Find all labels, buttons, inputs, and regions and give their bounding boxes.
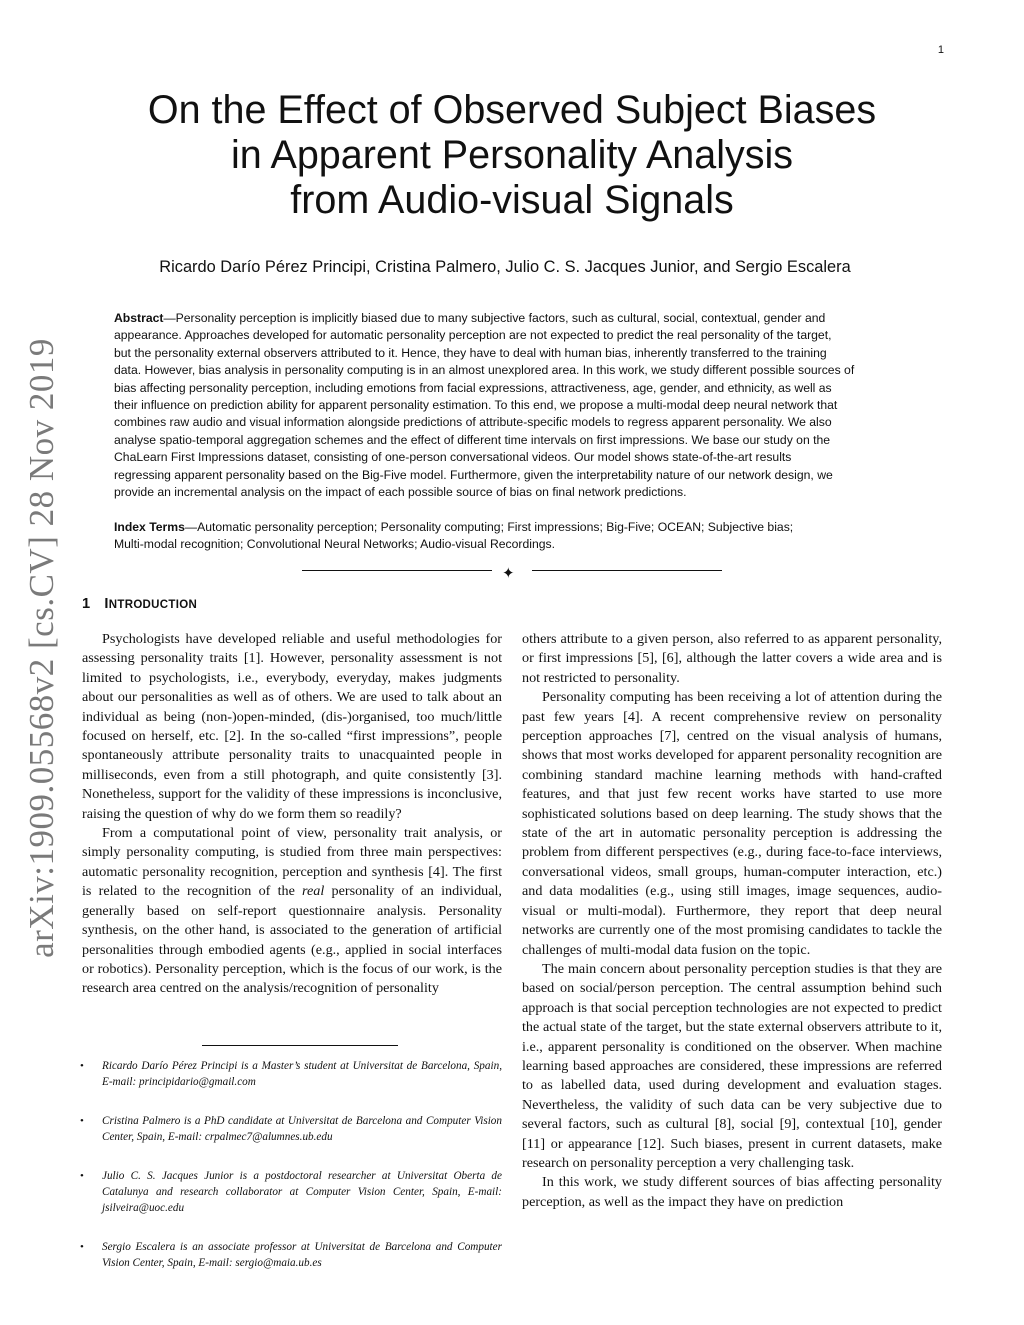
author-list: Ricardo Darío Pérez Principi, Cristina Palmero, Julio C. S. Jacques Junior, and Sergio Escalera <box>159 258 851 276</box>
abstract <box>114 310 914 501</box>
abstract-line: data. However, bias analysis in personality computing is in an almost unexplored area. In this work, we study different possible sources of <box>114 363 855 378</box>
paragraph: others attribute to a given person, also referred to as apparent personality, or first impressions [5], [6], although the latter covers a wide area and is not restricted to personality. <box>522 631 942 686</box>
abstract-label: Abstract <box>114 311 164 325</box>
footnote-text: Julio C. S. Jacques Junior is a postdoctoral researcher at Universitat Oberta de Catalunya and research collaborator at Computer Vision Center, Spain, E-mail: jsilveira@uoc.edu <box>102 1170 502 1214</box>
author-footnotes <box>80 1058 502 1294</box>
section-divider <box>302 566 722 584</box>
index-terms-dash: — <box>184 520 198 534</box>
abstract-first-line: Personality perception is implicitly biased due to many subjective factors, such as cultural, social, contextual, gender and <box>175 311 826 325</box>
bullet-icon: • <box>80 1115 84 1127</box>
abstract-line: provide an incremental analysis on the impact of each possible source of bias on final network predictions. <box>114 485 687 500</box>
paragraph: Psychologists have developed reliable and useful methodologies for assessing personality traits [1]. However, personality assessment is not limited to psychologists, i.e., everybody, everyday, makes judgments about our personalities as well as of others. We are used to talk about an individual as being (non-)open-minded, (dis-)organised, too much/little focused on herself, etc. [2]. In the so-called “first impressions”, people spontaneously attribute personality traits to unacquainted people in milliseconds, even from a still photograph, and quite consistently [3]. Nonetheless, support for the validity of these impressions is inconclusive, raising the question of why do we form them so readily? <box>82 631 502 822</box>
footnote-text: Sergio Escalera is an associate professor at Universitat de Barcelona and Computer Vision Center, Spain, E-mail: sergio@maia.ub.es <box>102 1241 502 1269</box>
title-line: from Audio-visual Signals <box>290 178 734 222</box>
abstract-line: their influence on prediction ability for apparent personality estimation. To this end, we propose a multi-modal deep neural network that <box>114 398 838 413</box>
bullet-icon: • <box>80 1170 84 1182</box>
footnote-item <box>80 1239 502 1271</box>
divider-star-icon: ✦ <box>502 566 515 582</box>
index-terms-line <box>114 519 914 536</box>
title-line: On the Effect of Observed Subject Biases <box>147 88 877 132</box>
paragraph: In this work, we study different sources of bias affecting personality perception, as well as the impact they have on prediction <box>522 1174 942 1210</box>
index-terms-first-line: Automatic personality perception; Personality computing; First impressions; Big-Five; OCEAN; Subjective bias; <box>197 520 794 534</box>
abstract-line: combines raw audio and visual information alongside predictions of attribute-specific models to regress apparent personality. We also <box>114 415 832 430</box>
emphasis-text: real <box>302 883 325 900</box>
abstract-line: but the personality external observers attributed to it. Hence, they have to deal with human bias, inherently transferred to the training <box>114 345 827 360</box>
footnote-text: Ricardo Darío Pérez Principi is a Master’s student at Universitat de Barcelona, Spain, E-mail: principidario@gmail.com <box>102 1060 502 1088</box>
abstract-line: appearance. Approaches developed for automatic personality perception are not expected to predict the real personality of the target, <box>114 328 832 343</box>
divider-rule-right <box>532 570 722 571</box>
paragraph-text: personality of an individual, generally based on self-report questionnaire analysis. Personality synthesis, on the other hand, is associated to the generation of artificial personalities through embodied agents (e.g., applied in social interfaces or robotics). Personality perception, which is the focus of our work, is the research area centred on the analysis/recognition of personality <box>82 883 502 997</box>
index-terms-line: Multi-modal recognition; Convolutional Neural Networks; Audio-visual Recordings. <box>114 537 555 552</box>
footnote-item <box>80 1058 502 1090</box>
abstract-line: regressing apparent personality based on the Big-Five model. Furthermore, given the interpretability nature of our network design, we <box>114 467 833 482</box>
left-column <box>82 630 502 999</box>
arxiv-identifier: arXiv:1909.05568v2 [cs.CV] 28 Nov 2019 <box>22 338 61 958</box>
divider-rule-left <box>302 570 492 571</box>
right-column <box>522 630 942 1212</box>
footnote-item <box>80 1168 502 1216</box>
page-number: 1 <box>937 44 944 56</box>
section-heading <box>82 596 197 612</box>
section-title-rest: NTRODUCTION <box>108 599 198 611</box>
footnote-rule <box>202 1045 398 1046</box>
abstract-line <box>114 310 914 327</box>
paragraph: The main concern about personality perception studies is that they are based on social/person perception. The central assumption behind such approach is that social perception technologies are not expected to predict the actual state of the target, but the state external observers attribute to it, i.e., apparent personality is conditioned on the observer. When machine learning based approaches are considered, these impressions are referred to as labelled data, used during development and evaluation stages. Nevertheless, the validity of such data can be very subjective due to several factors, such as cultural [8], social [9], contextual [10], gender [11] or appearance [12]. Such biases, present in current datasets, make research on personality perception a very challenging task. <box>522 960 942 1171</box>
abstract-line: bias affecting personality perception, including emotions from facial expressions, attractiveness, age, gender, and ethnicity, as well as <box>114 380 832 395</box>
section-number: 1 <box>82 596 91 612</box>
abstract-dash: — <box>163 311 176 325</box>
footnote-text: Cristina Palmero is a PhD candidate at Universitat de Barcelona and Computer Vision Center, Spain, E-mail: crpalmec7@alumnes.ub.edu <box>102 1115 502 1143</box>
section-title-initial: I <box>104 596 109 612</box>
paragraph-text: From a computational point of view, personality trait analysis, or simply personality computing, is studied from three main perspectives: automatic personality recognition, perception and synthesis [4]. The first is related to the recognition of the <box>82 825 502 900</box>
paragraph: Personality computing has been receiving a lot of attention during the past few years [4]. A recent comprehensive review on personality perception approaches [7], centred on the visual analysis of humans, shows that most works developed for apparent personality recognition are combining standard machine learning methods with hand-crafted features, and that just few recent works have started to use more sophisticated solutions based on deep learning. The study shows that the state of the art in automatic personality perception is addressing the problem from different perspectives (e.g., during face-to-face interviews, conversational videos, small groups, human-computer interaction, etc.) and data modalities (e.g., using still images, image sequences, audio-visual or multi-modal). Furthermore, they report that deep neural networks are currently one of the most promising candidates to tackle the challenges of multi-modal data fusion on the topic. <box>522 689 942 958</box>
bullet-icon: • <box>80 1241 84 1253</box>
abstract-line: ChaLearn First Impressions dataset, consisting of one-person conversational videos. Our model shows state-of-the-art results <box>114 450 792 465</box>
abstract-line: analyse spatio-temporal aggregation schemes and the effect of different time intervals on first impressions. We base our study on the <box>114 432 831 447</box>
bullet-icon: • <box>80 1060 84 1072</box>
index-terms-label: Index Terms <box>114 520 185 534</box>
paper-title <box>112 88 912 223</box>
footnote-item <box>80 1113 502 1145</box>
paragraph <box>82 824 502 999</box>
title-line: in Apparent Personality Analysis <box>230 133 794 177</box>
index-terms <box>114 519 914 554</box>
